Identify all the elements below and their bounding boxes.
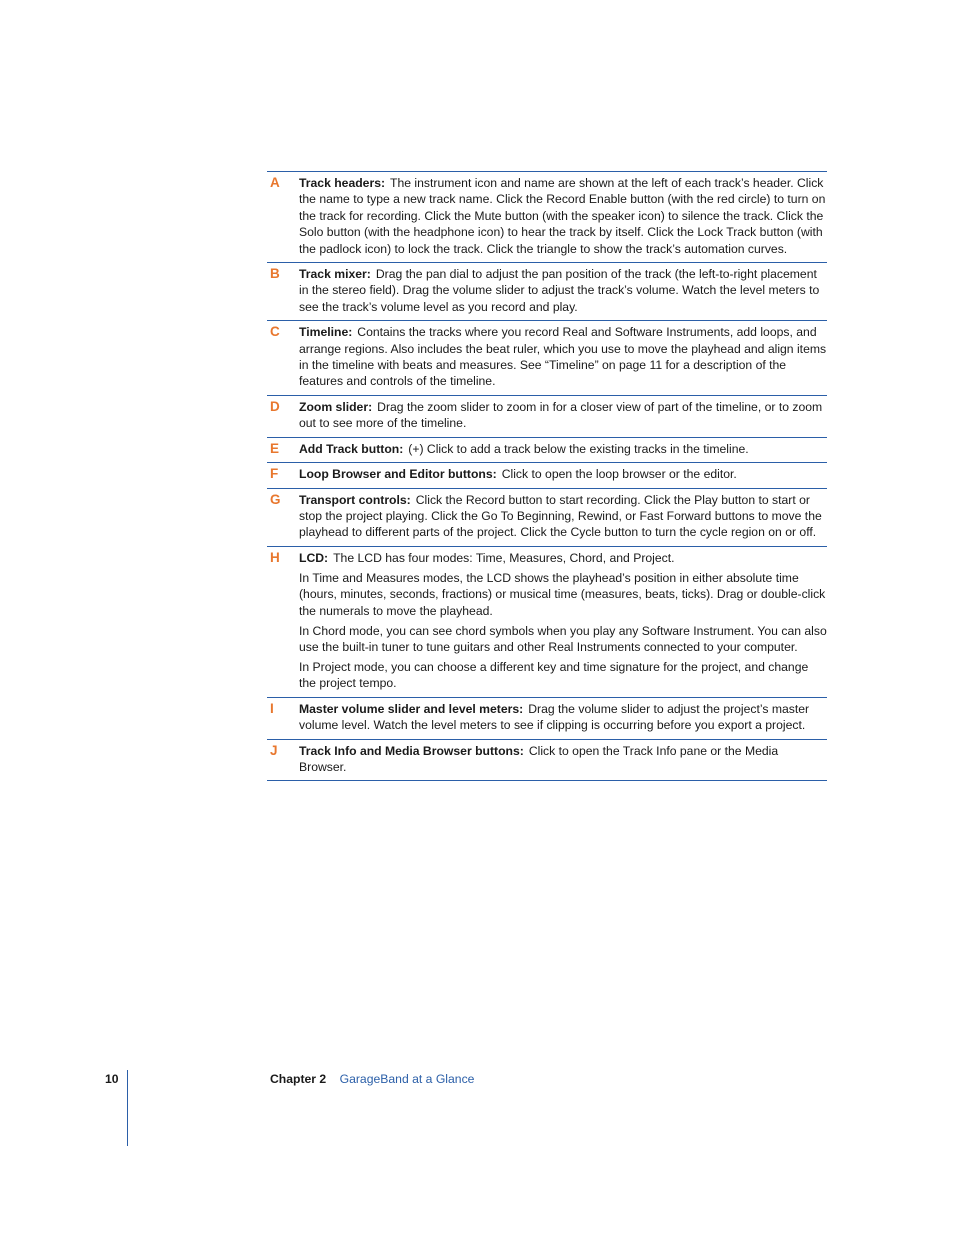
entry-description: Contains the tracks where you record Real and Software Instruments, add loops, and arrange regions. Also includes the beat ruler, which you use to move the playhead and align items in the timeline with beats and measures. See “Timeline” on page 11 for a description of the features and controls of the timeline.: [299, 325, 827, 389]
chapter-title: GarageBand at a Glance: [339, 1072, 475, 1086]
entry-term: Loop Browser and Editor buttons:: [299, 467, 497, 482]
glossary-entry-d: [267, 396, 827, 438]
entry-paragraph: [299, 324, 827, 390]
entry-paragraph: [299, 492, 827, 541]
page-number: 10: [105, 1072, 119, 1086]
callout-letter: A: [270, 175, 280, 190]
glossary-entry-i: [267, 698, 827, 740]
entry-description: Click to open the loop browser or the editor.: [501, 467, 737, 482]
entry-description: The instrument icon and name are shown at the left of each track’s header. Click the name to type a new track name. Click the Record Enable button (with the red circle) to turn on the track for recording. Click the Mute button (with the speaker icon) to silence the track. Click the Solo button (with the headphone icon) to hear the track by itself. Click the Lock Track button (with the padlock icon) to lock the track. Click the triangle to show the track’s automation curves.: [299, 176, 826, 256]
glossary-entry-b: [267, 263, 827, 321]
entry-description: (+) Click to add a track below the existing tracks in the timeline.: [408, 441, 749, 456]
entry-description: Drag the pan dial to adjust the pan position of the track (the left-to-right placement in the stereo field). Drag the volume slider to adjust the track’s volume. Watch the level meters to see the track’s volume level as you record and play.: [299, 267, 820, 314]
glossary-entry-f: [267, 463, 827, 488]
entry-description: Click the Record button to start recording. Click the Play button to start or stop the project playing. Click the Go To Beginning, Rewind, or Fast Forward buttons to move the playhead to different parts of the project. Click the Cycle button to turn the cycle region on or off.: [299, 492, 822, 540]
entry-term: Zoom slider:: [299, 399, 373, 414]
footer-divider: [127, 1070, 128, 1146]
entry-paragraph: [299, 175, 827, 257]
glossary-entry-a: [267, 172, 827, 263]
entry-paragraph: In Time and Measures modes, the LCD shows the playhead’s position in either absolute time (hours, minutes, seconds, fractions) or musical time (measures, beats, ticks). Drag or double-click the numerals to move the playhead.: [299, 570, 826, 618]
callout-letter: J: [270, 742, 278, 758]
entry-description: Drag the zoom slider to zoom in for a closer view of part of the timeline, or to zoom out to see more of the timeline.: [299, 399, 823, 431]
entry-paragraph: [299, 441, 827, 457]
entry-body: [299, 266, 827, 315]
entry-term: Transport controls:: [299, 492, 411, 507]
entry-paragraph: In Project mode, you can choose a different key and time signature for the project, and change the project tempo.: [299, 659, 809, 691]
entry-body: [299, 324, 827, 390]
entry-description: The LCD has four modes: Time, Measures, Chord, and Project.: [333, 550, 675, 565]
chapter-label: Chapter 2: [270, 1072, 327, 1086]
callout-letter: H: [270, 549, 280, 565]
entry-description: Drag the volume slider to adjust the project’s master volume level. Watch the level meters to see if clipping is occurring before you export a project.: [299, 701, 810, 733]
entry-body: [299, 550, 827, 692]
entry-body: [299, 743, 827, 776]
entry-term: Track Info and Media Browser buttons:: [299, 743, 524, 758]
entry-paragraph: In Chord mode, you can see chord symbols when you play any Software Instrument. You can also use the built-in tuner to tune guitars and other Real Instruments connected to your computer.: [299, 623, 827, 654]
glossary-entry-e: [267, 438, 827, 463]
glossary-entry-h: [267, 547, 827, 698]
entry-term: Track headers:: [299, 176, 386, 190]
entry-paragraph: [299, 743, 827, 776]
callout-letter: G: [270, 491, 281, 507]
entry-term: Master volume slider and level meters:: [299, 701, 524, 716]
entry-body: [299, 466, 827, 482]
entry-term: LCD:: [299, 550, 329, 565]
entry-body: [299, 175, 827, 257]
entry-term: Track mixer:: [299, 267, 371, 282]
entry-body: [299, 492, 827, 541]
glossary-entry-g: [267, 489, 827, 547]
entry-paragraph: [299, 266, 827, 315]
entry-term: Timeline:: [299, 325, 353, 340]
entry-body: [299, 399, 827, 432]
callout-letter: D: [270, 398, 280, 414]
entry-body: [299, 441, 827, 457]
glossary-table: [267, 171, 827, 781]
callout-letter: C: [270, 324, 280, 340]
entry-body: [299, 701, 827, 734]
glossary-entry-c: [267, 321, 827, 396]
entry-paragraph: [299, 466, 827, 482]
entry-term: Add Track button:: [299, 441, 404, 456]
glossary-entry-j: [267, 740, 827, 782]
callout-letter: E: [270, 440, 280, 456]
entry-description: Click to open the Track Info pane or the Media Browser.: [299, 743, 779, 774]
entry-paragraph: [299, 550, 827, 566]
footer-chapter: [270, 1072, 474, 1086]
callout-letter: I: [270, 700, 274, 716]
entry-paragraph: [299, 399, 827, 432]
callout-letter: B: [270, 266, 280, 282]
callout-letter: F: [270, 466, 279, 482]
entry-paragraph: [299, 701, 827, 734]
